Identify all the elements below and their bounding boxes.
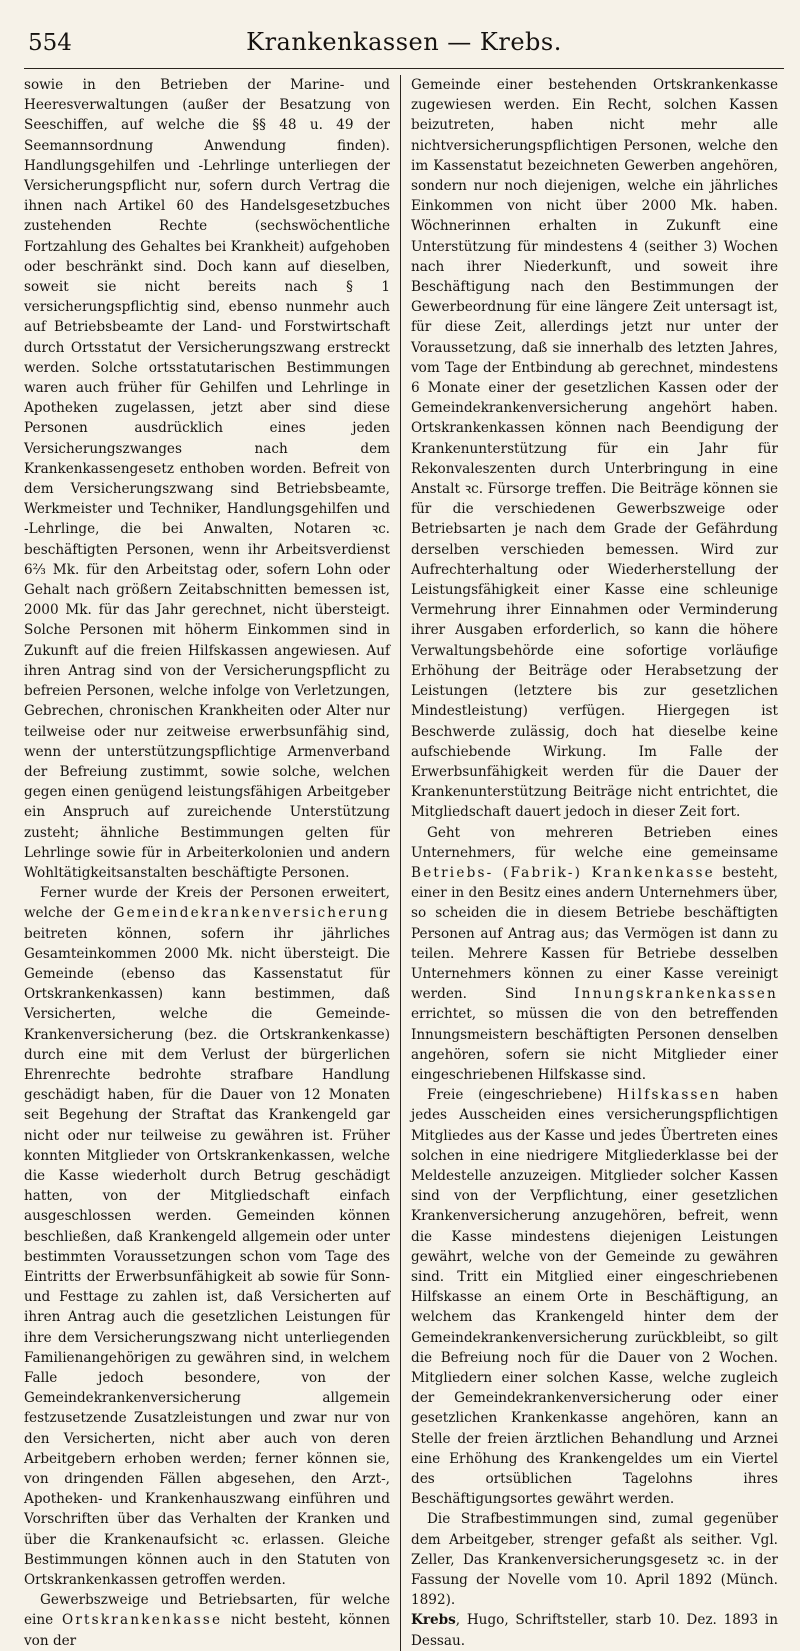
left-paragraph-1: sowie in den Betrieben der Marine- und Heeresverwaltungen (außer der Besatzung von Seeschiffen, auf welche die §§ 48 u. 49 der Seemannsordnung Anwendung finden). Handlungsgehilfen und -Lehrlinge unterliegen der Versicherungspflicht nur, sofern durch Vertrag die ihnen nach Artikel 60 des Handelsgesetzbuches zustehenden Rechte (sechswöchentliche Fortzahlung des Gehaltes bei Krankheit) aufgehoben oder beschränkt sind. Doch kann auf dieselben, soweit sie nicht bereits nach § 1 versicherungspflichtig sind, ebenso nunmehr auch auf Betriebsbeamte der Land- und Forstwirtschaft durch Ortsstatut der Versicherungszwang erstreckt werden. Solche ortsstatutarischen Bestimmungen waren auch früher für Gehilfen und Lehrlinge in Apotheken zugelassen, jetzt aber sind diese Personen ausdrücklich eines jeden Versicherungszwanges nach dem Krankenkassengesetz enthoben worden. Befreit von dem Versicherungszwang sind Betriebsbeamte, Werkmeister und Techniker, Handlungsgehilfen und -Lehrlinge, die bei Anwalten, Notaren ꝛc. beschäftigten Personen, wenn ihr Arbeitsverdienst 6⅔ Mk. für den Arbeitstag oder, sofern Lohn oder Gehalt nach größern Zeitabschnitten bemessen ist, 2000 Mk. für das Jahr gerechnet, nicht übersteigt. Solche Personen mit höherm Einkommen sind in Zukunft auf die freien Hilfskassen angewiesen. Auf ihren Antrag sind von der Versicherungspflicht zu befreien Personen, welche infolge von Verletzungen, Gebrechen, chronischen Krankheiten oder Alter nur teilweise oder nur zeitweise erwerbsunfähig sind, wenn der unterstützungspflichtige Armenverband der Befreiung zustimmt, sowie solche, welchen gegen einen genügend leistungsfähigen Arbeitgeber ein Anspruch auf zureichende Unterstützung zusteht; ähnliche Bestimmungen gelten für Lehrlinge sowie für in Arbeiterkolonien und andern Wohltätigkeitsanstalten beschäftigte Personen. — [24, 77, 390, 881]
text-run: Gewerbszweige und Betriebsarten, für welche eine — [24, 1592, 390, 1629]
right-paragraph-2 — [411, 823, 778, 1086]
left-column — [24, 75, 401, 1651]
left-paragraph-3 — [24, 1590, 390, 1651]
text-run: besteht, einer in den Besitz eines andern Unternehmers über, so scheiden die in diesem Betriebe beschäftigten Personen auf Antrag aus; das Vermögen ist dann zu teilen. Mehrere Kassen für Betriebe desselben Unternehmers können zu einer Kasse vereinigt werden. Sind — [411, 864, 778, 1003]
spaced-term: Innungskrankenkassen — [574, 986, 778, 1003]
running-head: Krankenkassen — Krebs. — [246, 28, 562, 56]
spaced-term: Ortskrankenkasse — [61, 1612, 223, 1629]
right-paragraph-3 — [411, 1085, 778, 1509]
encyclopedia-entry-krebs — [411, 1610, 778, 1650]
page-header — [24, 28, 784, 69]
page-number: 554 — [28, 30, 72, 56]
right-paragraph-1: Gemeinde einer bestehenden Ortskrankenkasse zugewiesen werden. Ein Recht, solchen Kassen beizutreten, haben nicht mehr alle nichtversicherungspflichtigen Personen, welche den im Kassenstatut bezeichneten Gewerben angehören, sondern nur noch diejenigen, welche ein jährliches Einkommen von nicht über 2000 Mk. haben. Wöchnerinnen erhalten in Zukunft eine Unterstützung für mindestens 4 (seither 3) Wochen nach ihrer Niederkunft, und soweit ihre Beschäftigung nach den Bestimmungen der Gewerbeordnung für eine längere Zeit untersagt ist, für diese Zeit, allerdings jetzt nur unter der Voraussetzung, daß sie innerhalb des letzten Jahres, vom Tage der Entbindung ab gerechnet, mindestens 6 Monate einer der gesetzlichen Kassen oder der Gemeindekrankenversicherung angehört haben. Ortskrankenkassen können nach Beendigung der Krankenunterstützung für ein Jahr für Rekonvaleszenten durch Unterbringung in eine Anstalt ꝛc. Fürsorge treffen. Die Beiträge können sie für die verschiedenen Gewerbszweige oder Betriebsarten je nach dem Grade der Gefährdung derselben verschieden bemessen. Wird zur Aufrechterhaltung oder Wiederherstellung der Leistungsfähigkeit einer Kasse eine schleunige Vermehrung ihrer Einnahmen oder Verminderung ihrer Ausgaben erforderlich, so kann die höhere Verwaltungsbehörde eine sofortige vorläufige Erhöhung der Beiträge oder Herabsetzung der Leistungen (letztere bis zur gesetzlichen Mindestleistung) verfügen. Hiergegen ist Beschwerde zulässig, doch hat dieselbe keine aufschiebende Wirkung. Im Falle der Erwerbsunfähigkeit werden für die Dauer der Krankenunterstützung Beiträge nicht entrichtet, die Mitgliedschaft dauert jedoch in dieser Zeit fort. — [411, 77, 778, 821]
right-paragraph-4: Die Strafbestimmungen sind, zumal gegenüber dem Arbeitgeber, strenger gefaßt als seither. Vgl. Zeller, Das Krankenversicherungsgesetz ꝛc. in der Fassung der Novelle vom 10. April 1892 (Münch. 1892). — [411, 1511, 778, 1609]
left-paragraph-2 — [24, 883, 390, 1590]
text-run: haben jedes Ausscheiden eines versicherungspflichtigen Mitgliedes aus der Kasse und jedes Übertreten eines solchen in eine niedrigere Mitgliederklasse bei der Meldestelle anzuzeigen. Mitglieder solcher Kassen sind von der Verpflichtung, einer gesetzlichen Krankenversicherung anzugehören, befreit, wenn die Kasse mindestens diejenigen Leistungen gewährt, welche von der Gemeinde zu gewähren sind. Tritt ein Mitglied einer eingeschriebenen Hilfskasse an einem Orte in Beschäftigung, an welchem das Krankengeld hinter dem der Gemeindekrankenversicherung zurückbleibt, so gilt die Befreiung noch für die Dauer von 2 Wochen. Mitgliedern einer solchen Kasse, welche zugleich der Gemeindekrankenversicherung oder einer gesetzlichen Krankenkasse angehören, kann an Stelle der freien ärztlichen Behandlung und Arznei eine Erhöhung des Krankengeldes um ein Viertel des ortsüblichen Tagelohns ihres Beschäftigungsortes gewährt werden. — [411, 1087, 778, 1508]
spaced-term: Hilfskassen — [617, 1087, 721, 1104]
entry-body: , Hugo, Schriftsteller, starb 10. Dez. 1893 in Dessau. — [411, 1612, 778, 1649]
spaced-term: Betriebs- (Fabrik-) Krankenkasse — [411, 864, 715, 881]
spaced-term: Gemeindekrankenversicherung — [113, 905, 390, 922]
text-columns — [24, 75, 784, 1651]
text-run: beitreten können, sofern ihr jährliches Gesamteinkommen 2000 Mk. nicht übersteigt. Die Gemeinde (ebenso das Kassenstatut für Ortskrankenkassen) kann bestimmen, daß Versicherten, welche die Gemeinde-Krankenversicherung (bez. die Ortskrankenkasse) durch eine mit dem Verlust der bürgerlichen Ehrenrechte bedrohte strafbare Handlung geschädigt haben, für die Dauer von 12 Monaten seit Begehung der Straftat das Krankengeld gar nicht oder nur teilweise zu gewähren ist. Früher konnten Mitglieder von Ortskrankenkassen, welche die Kasse wiederholt durch Betrug geschädigt hatten, von der Mitgliedschaft einfach ausgeschlossen werden. Gemeinden können beschließen, daß Krankengeld allgemein oder unter bestimmten Voraussetzungen schon vom Tage des Eintritts der Erwerbsunfähigkeit ab sowie für Sonn- und Festtage zu zahlen ist, daß Versicherten auf ihren Antrag auch die gesetzlichen Leistungen für ihre dem Versicherungszwang nicht unterliegenden Familienangehörigen zu gewähren sind, in welchem Falle jedoch besondere, von der Gemeindekrankenversicherung allgemein festzusetzende Zusatzleistungen und zwar nur von den Versicherten, nicht aber auch von deren Arbeitgebern erhoben werden; ferner können sie, von dringenden Fällen abgesehen, den Arzt-, Apotheken- und Krankenhauszwang einführen und Vorschriften über das Verhalten der Kranken und über die Krankenaufsicht ꝛc. erlassen. Gleiche Bestimmungen können auch in den Statuten von Ortskrankenkassen getroffen werden. — [24, 925, 390, 1589]
text-run: Freie (eingeschriebene) — [427, 1087, 618, 1104]
right-column — [401, 75, 778, 1651]
entry-headword: Krebs — [411, 1612, 456, 1629]
text-run: Ferner wurde der Kreis der Personen erweitert, welche der — [24, 885, 390, 922]
text-run: errichtet, so müssen die von den betreffenden Innungsmeistern beschäftigten Personen denselben angehören, sofern sie nicht Mitglieder einer eingeschriebenen Hilfskasse sind. — [411, 1006, 778, 1083]
text-run: nicht besteht, können von der — [24, 1612, 390, 1649]
text-run: Geht von mehreren Betrieben eines Unternehmers, für welche eine gemeinsame — [411, 824, 778, 861]
